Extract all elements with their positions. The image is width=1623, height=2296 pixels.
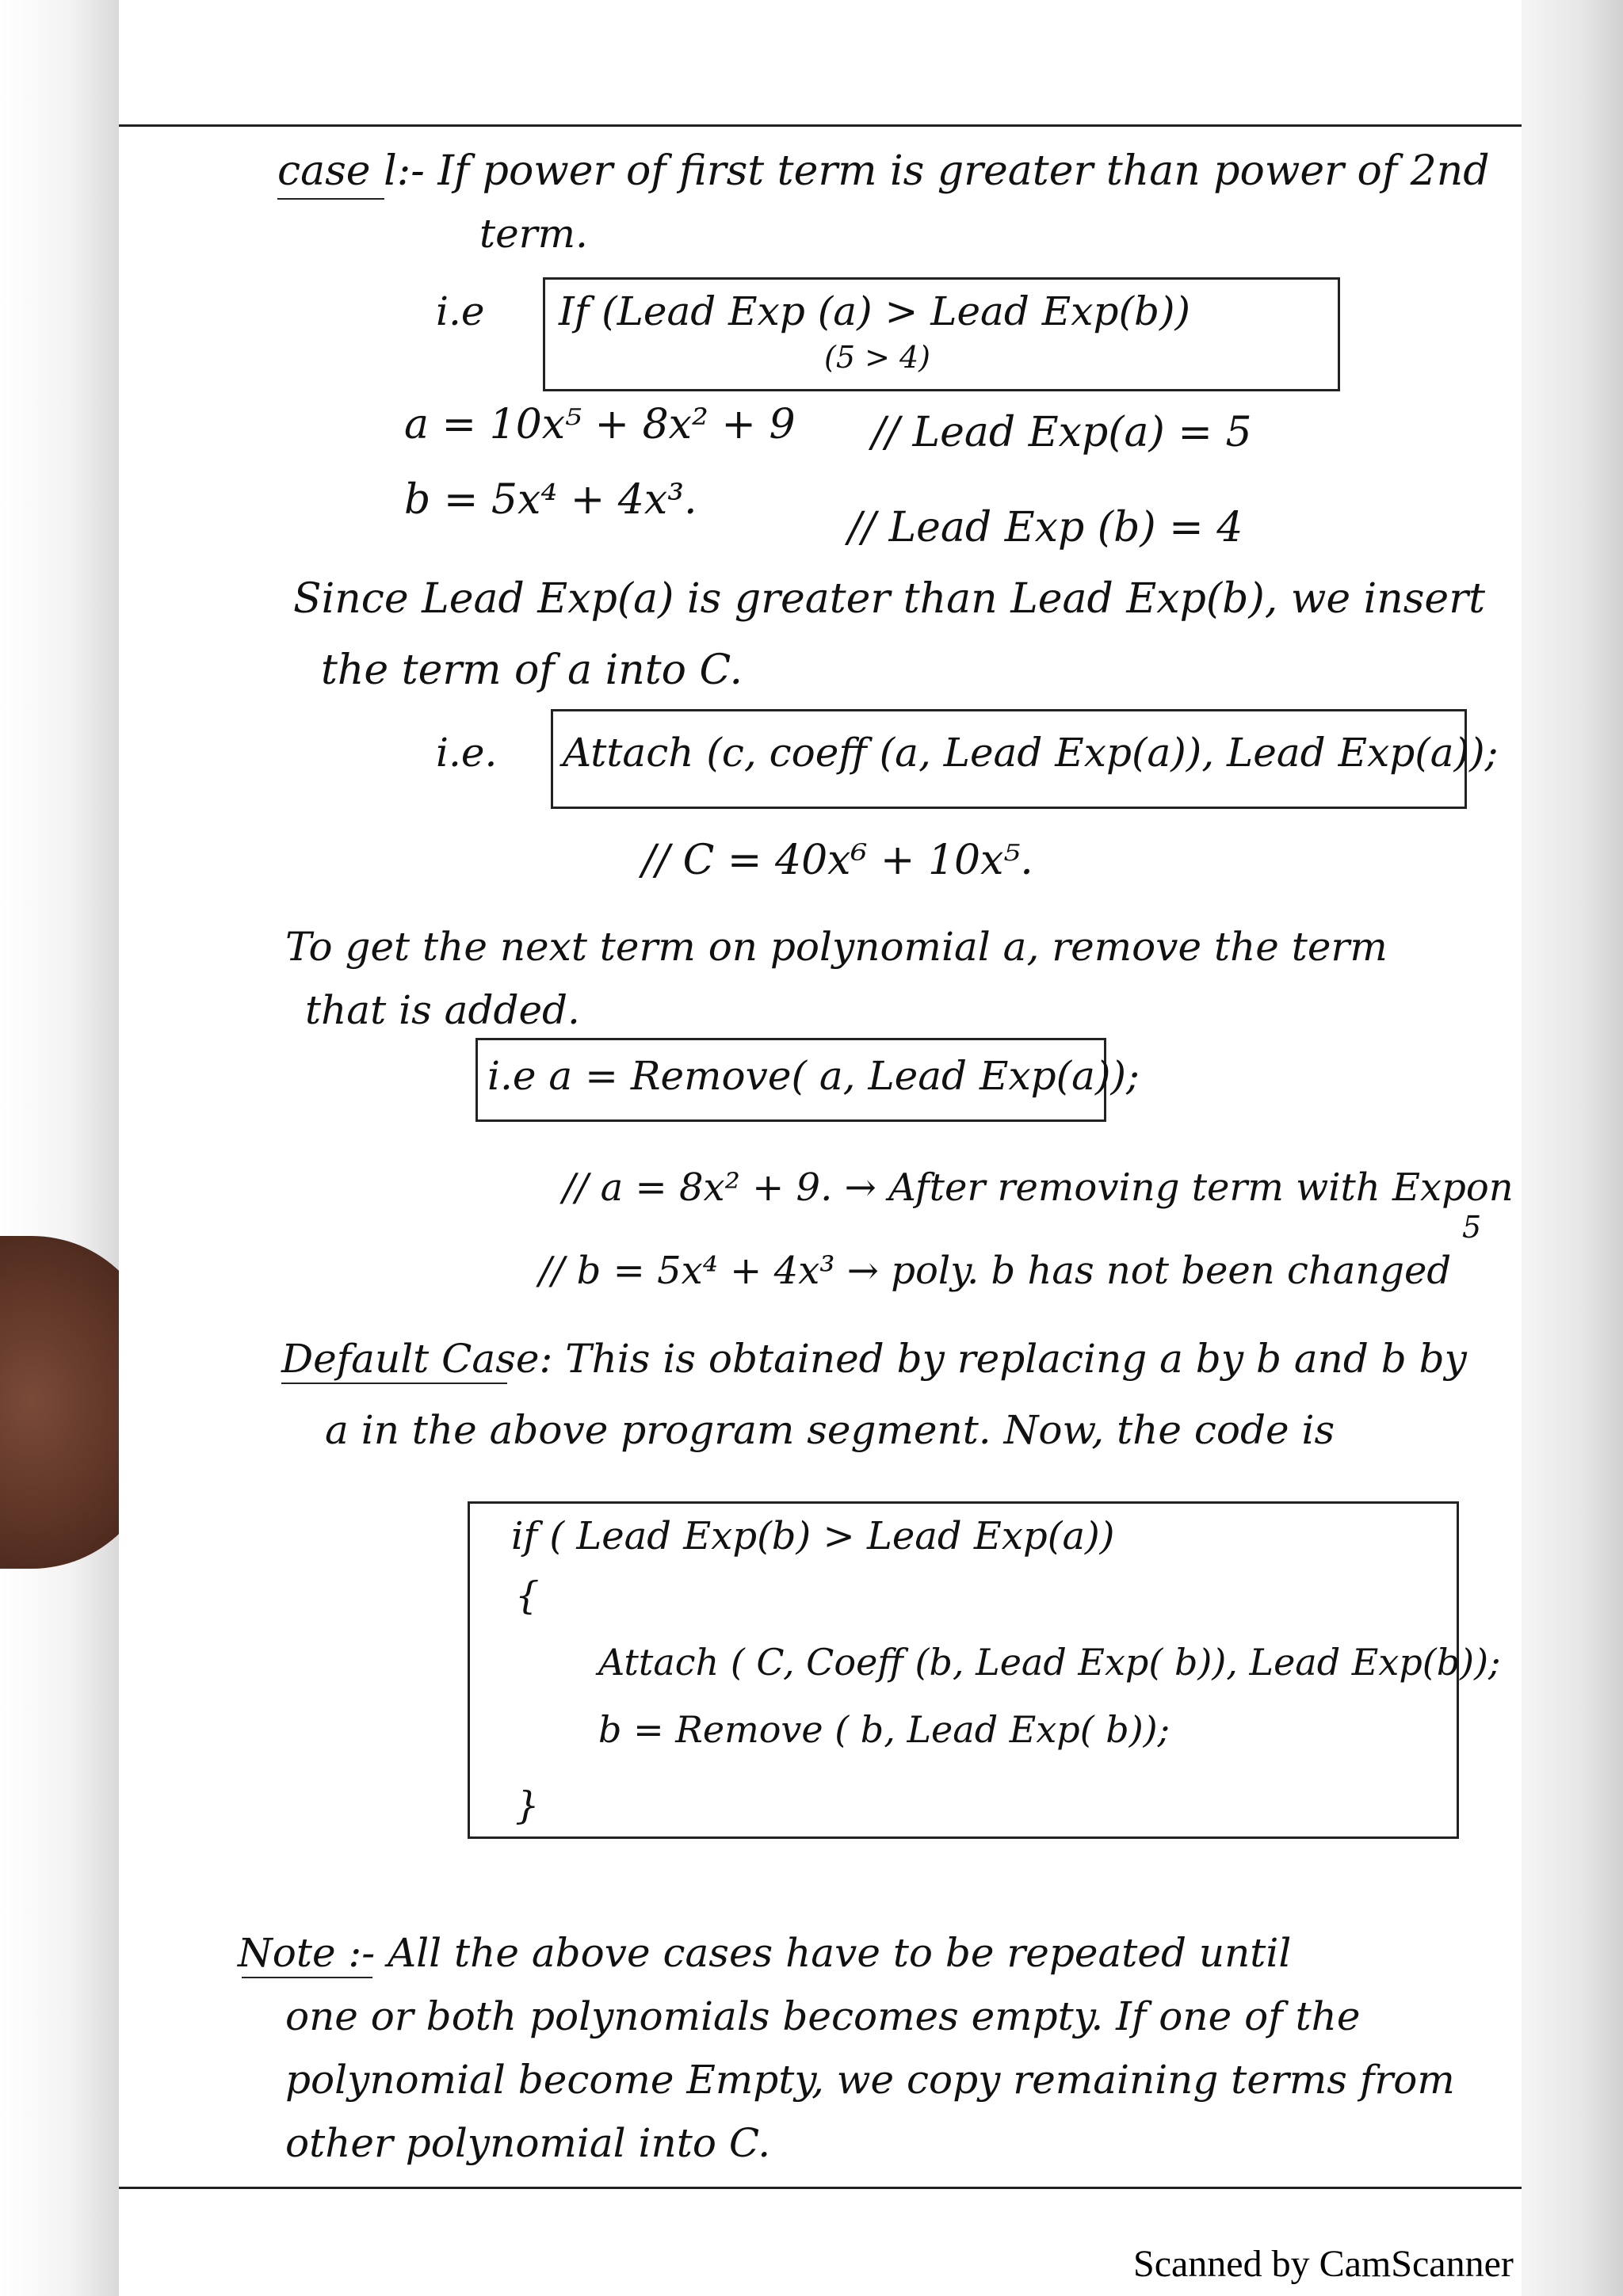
line-above-program: a in the above program segment. Now, the code is	[325, 1407, 1335, 1453]
line-default-case: Default Case: This is obtained by replacing a by b and b by	[281, 1336, 1467, 1382]
note-underline	[242, 1977, 372, 1978]
attach-text: Attach (c, coeff (a, Lead Exp(a)), Lead Exp(a));	[563, 730, 1499, 776]
poly-a: a = 10x⁵ + 8x² + 9	[404, 401, 796, 448]
notebook-page	[119, 0, 1522, 2296]
code-if: if ( Lead Exp(b) > Lead Exp(a))	[511, 1514, 1115, 1558]
line-added: that is added.	[305, 987, 580, 1033]
line-since: Since Lead Exp(a) is greater than Lead Exp(b), we insert	[293, 575, 1485, 623]
line-c-result: // C = 40x⁶ + 10x⁵.	[642, 837, 1033, 884]
bottom-rule	[119, 2187, 1522, 2189]
line-next-term: To get the next term on polynomial a, remove the term	[285, 924, 1388, 970]
page-edge-shadow	[0, 0, 119, 2296]
line-ie-prefix: i.e	[436, 288, 485, 334]
line-b-unchanged: // b = 5x⁴ + 4x³ → poly. b has not been changed	[539, 1249, 1452, 1293]
line-term-of-a: the term of a into C.	[321, 646, 743, 694]
line-case1-heading: case l:- If power of first term is greater than power of 2nd	[277, 147, 1490, 195]
code-close-brace: }	[515, 1783, 540, 1828]
poly-a-comment: // Lead Exp(a) = 5	[872, 409, 1252, 456]
poly-b: b = 5x⁴ + 4x³.	[404, 476, 697, 524]
top-rule	[119, 124, 1522, 127]
code-remove: b = Remove ( b, Lead Exp( b));	[598, 1708, 1170, 1751]
code-attach: Attach ( C, Coeff (b, Lead Exp( b)), Lead Exp(b));	[598, 1641, 1501, 1684]
line-term: term.	[479, 211, 588, 257]
note-line-3: polynomial become Empty, we copy remaining terms from	[285, 2057, 1455, 2103]
code-open-brace: {	[515, 1573, 540, 1618]
page-fold	[1522, 0, 1623, 2296]
camscanner-watermark: Scanned by CamScanner	[1133, 2243, 1514, 2285]
note-line-2: one or both polynomials becomes empty. If one of the	[285, 1993, 1361, 2039]
poly-b-comment: // Lead Exp (b) = 4	[848, 504, 1243, 551]
note-line-4: other polynomial into C.	[285, 2120, 771, 2166]
line-a-after: // a = 8x² + 9. → After removing term with Expon	[563, 1165, 1514, 1210]
remove-text: i.e a = Remove( a, Lead Exp(a));	[487, 1053, 1140, 1099]
condition-sub: (5 > 4)	[824, 340, 931, 375]
line-ie2-prefix: i.e.	[436, 730, 498, 776]
case-underline	[277, 198, 384, 200]
default-underline	[281, 1383, 507, 1384]
line-expon-5: 5	[1462, 1210, 1482, 1245]
note-line-1: Note :- All the above cases have to be repeated until	[238, 1930, 1292, 1976]
condition-text: If (Lead Exp (a) > Lead Exp(b))	[559, 288, 1190, 334]
